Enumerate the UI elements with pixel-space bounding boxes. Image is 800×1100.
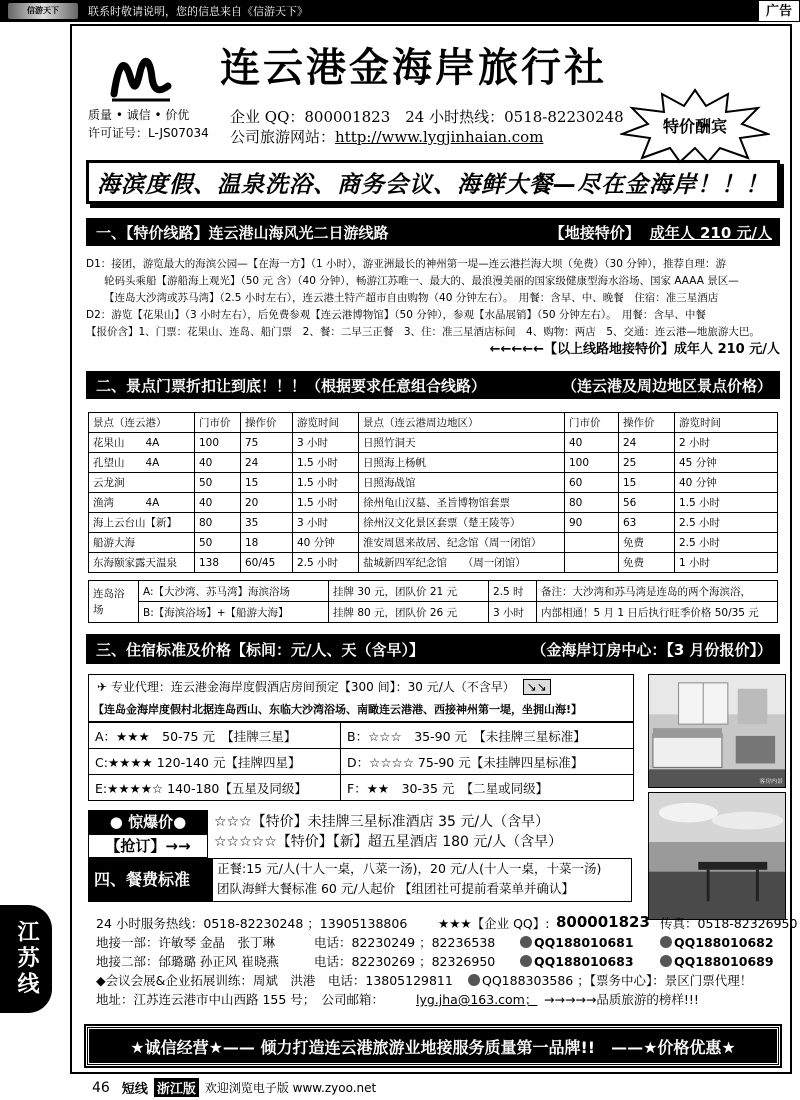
section3-title: 三、住宿标准及价格【标间：元/人、天（含早）】 <box>96 640 424 659</box>
island-price: 挂牌 80 元，团队价 26 元 <box>329 602 489 623</box>
meeting-contact: ◆会议会展&企业拓展训练：周斌 洪港 电话：13805129811 <box>96 973 453 988</box>
slogan-banner: 海滨度假、温泉洗浴、商务会议、海鲜大餐—尽在金海岸！！！ <box>86 160 780 204</box>
island-option: A:【大沙湾、苏马湾】海滨浴场 <box>139 581 329 602</box>
table-cell <box>565 553 619 573</box>
table-cell: 徐州汉文化景区套票（楚王陵等） <box>359 513 565 533</box>
col-header: 景点（连云港） <box>89 413 195 433</box>
dept1-qq2: QQ188010682 <box>660 933 774 952</box>
hotel-cell: C:★★★★ 120-140 元【挂牌四星】 <box>89 749 341 775</box>
email-link[interactable]: lyg.jha@163.com； <box>416 992 538 1007</box>
meal-standard-box <box>212 858 632 902</box>
table-cell: 40 <box>195 453 241 473</box>
island-option: B:【海滨浴场】+【船游大海】 <box>139 602 329 623</box>
col-header: 操作价 <box>619 413 675 433</box>
table-row <box>89 581 778 602</box>
col-header: 门市价 <box>565 413 619 433</box>
qq-icon <box>520 955 532 967</box>
table-cell: 2 小时 <box>675 433 778 453</box>
agency-logo-icon <box>106 46 176 106</box>
website-line <box>230 126 543 147</box>
table-cell: 90 <box>565 513 619 533</box>
dept2-qq2: QQ188010689 <box>660 952 774 971</box>
day2-line: D2：游览【花果山】（3 小时左右），后免费参观【连云港博物馆】（50 分钟），参观【水晶展销】（50 分钟左右）。 用餐：含早、中餐 <box>86 309 706 321</box>
section3-bar <box>86 634 780 664</box>
section1-title: 一、【特价线路】连云港山海风光二日游线路 <box>96 223 389 242</box>
page-number: 46 <box>92 1079 110 1096</box>
table-row <box>89 533 778 553</box>
table-cell: 60/45 <box>241 553 293 573</box>
col-header: 门市价 <box>195 413 241 433</box>
hotel-cell: D：☆☆☆☆ 75-90 元【未挂牌四星标准】 <box>341 749 634 775</box>
dept1-phone: 电话：82230249 ；82236538 <box>314 935 496 950</box>
table-row <box>89 602 778 623</box>
contact-row <box>88 990 782 1009</box>
hotel-cell: B：☆☆☆ 35-90 元 【未挂牌三星标准】 <box>341 723 634 749</box>
col-header: 游览时间 <box>675 413 778 433</box>
table-header-row <box>89 413 778 433</box>
contact-row <box>88 952 782 971</box>
table-cell: 45 分钟 <box>675 453 778 473</box>
table-row <box>89 513 778 533</box>
hotel-cell: A：★★★ 50-75 元 【挂牌三星】 <box>89 723 341 749</box>
qq-icon <box>520 936 532 948</box>
section1-price: 成年人 210 元/人 <box>649 223 772 242</box>
table-cell: 2.5 小时 <box>675 513 778 533</box>
contact-row <box>88 933 782 952</box>
fax: 传真：0518-82326950 <box>660 916 798 931</box>
burst-text: 特价酬宾 <box>662 117 727 136</box>
section2-bar <box>86 371 780 399</box>
table-cell: 50 <box>195 533 241 553</box>
col-header: 游览时间 <box>293 413 359 433</box>
section3-right: （金海岸订房中心：【3 月份报价】） <box>531 640 772 659</box>
surprise-offer: ☆☆☆☆☆【特价】【新】超五星酒店 180 元/人（含早） <box>214 834 563 850</box>
table-cell: 云龙涧 <box>89 473 195 493</box>
day1-line: D1：接团，游览最大的海滨公园—【在海一方】（1 小时），游亚洲最长的神州第一堤—连云港拦海大坝（免费）（30 分钟），推荐自理：游 <box>86 258 726 270</box>
section-label: 短线 <box>121 1082 148 1097</box>
table-cell: 淮安周恩来故居、纪念馆（周一闭馆） <box>359 533 565 553</box>
table-cell: 徐州龟山汉墓、圣旨博物馆套票 <box>359 493 565 513</box>
table-cell: 80 <box>195 513 241 533</box>
island-price: 挂牌 30 元，团队价 21 元 <box>329 581 489 602</box>
table-cell: 35 <box>241 513 293 533</box>
ad-label: 广告 <box>758 0 800 22</box>
table-cell: 东海颐家露天温泉 <box>89 553 195 573</box>
table-cell: 24 <box>619 433 675 453</box>
table-cell: 免费 <box>619 553 675 573</box>
table-cell: 1.5 小时 <box>293 453 359 473</box>
qq-icon <box>660 936 672 948</box>
page-footer <box>92 1078 376 1097</box>
table-cell: 80 <box>565 493 619 513</box>
publication-logo: 信游天下 <box>8 3 78 19</box>
enterprise-qq-label: ★★★【企业 QQ】: <box>438 916 550 931</box>
table-cell: 56 <box>619 493 675 513</box>
island-beach-table <box>88 580 778 623</box>
edition-label: 浙江版 <box>154 1078 199 1097</box>
section1-price-tag: 【地接特价】 <box>549 223 640 242</box>
hotel-room-photo <box>648 674 786 788</box>
section2-right: （连云港及周边地区景点价格） <box>561 376 772 395</box>
grab-booking-tag: 【抢订】→→ <box>88 834 208 858</box>
table-row <box>89 433 778 453</box>
col-header: 景点（连云港周边地区） <box>359 413 565 433</box>
hotel-cell: F：★★ 30-35 元 【二星或同级】 <box>341 775 634 801</box>
agent-line <box>97 678 551 695</box>
section1-bar <box>86 218 780 246</box>
table-cell: 海上云台山【新】 <box>89 513 195 533</box>
table-cell: 孔望山 4A <box>89 453 195 473</box>
table-cell: 100 <box>195 433 241 453</box>
jiangsu-line-badge: 江苏线 <box>0 905 52 1013</box>
table-cell: 日照海战馆 <box>359 473 565 493</box>
seaside-photo <box>648 792 786 920</box>
table-cell: 40 分钟 <box>675 473 778 493</box>
day1-line: 【连岛大沙湾或苏马湾】（2.5 小时左右），连云港土特产超市自由购物（40 分钟左右）。 用餐：含早、中、晚餐 住宿：准三星酒店 <box>104 292 719 304</box>
license-number: 许可证号：L-JS07034 <box>88 126 209 140</box>
table-row <box>89 473 778 493</box>
table-cell: 138 <box>195 553 241 573</box>
table-cell: 25 <box>619 453 675 473</box>
table-cell: 3 小时 <box>293 513 359 533</box>
table-cell: 花果山 4A <box>89 433 195 453</box>
top-bar <box>0 0 800 22</box>
contact-row <box>88 913 798 933</box>
island-note: 内部相通！5 月 1 日后执行旺季价格 50/35 元 <box>537 602 778 623</box>
arrow-icon: ↘↘ <box>523 679 551 695</box>
table-cell: 15 <box>241 473 293 493</box>
dept1-qq1: QQ188010681 <box>520 933 634 952</box>
surprise-offer: ☆☆☆【特价】未挂牌三星标准酒店 35 元/人（含早） <box>214 814 550 830</box>
table-cell: 40 <box>195 493 241 513</box>
table-cell: 日照海上杨帆 <box>359 453 565 473</box>
table-row <box>89 749 634 775</box>
table-row <box>89 775 634 801</box>
address: 地址：江苏连云港市中山西路 155 号； 公司邮箱： <box>96 992 385 1007</box>
itinerary-text <box>86 256 780 358</box>
meal-line: 正餐:15 元/人(十人一桌，八菜一汤)，20 元/人(十人一桌，十菜一汤) <box>217 861 602 876</box>
table-cell: 50 <box>195 473 241 493</box>
table-cell: 60 <box>565 473 619 493</box>
website-link[interactable]: http://www.lygjinhaian.com <box>335 128 544 146</box>
ticket-price-table <box>88 412 778 573</box>
table-cell: 63 <box>619 513 675 533</box>
enterprise-qq: 800001823 <box>556 913 650 931</box>
table-cell: 船游大海 <box>89 533 195 553</box>
agent-text: 专业代理：连云港金海岸度假酒店房间预定【300 间】：30 元/人（不含早） <box>110 680 515 694</box>
dept2-phone: 电话：82230269 ；82326950 <box>314 954 496 969</box>
table-cell: 日照竹洞天 <box>359 433 565 453</box>
site-link[interactable]: 欢迎浏览电子版 www.zyoo.net <box>204 1081 377 1095</box>
day1-line: 轮码头乘船【游船海上观光】（50 元 含）（40 分钟），畅游江苏唯一、最大的、最浪漫美丽的国家级健康型海水浴场、国家 AAAA 景区— <box>104 275 739 287</box>
special-offer-burst <box>620 88 770 164</box>
qq-icon <box>660 955 672 967</box>
table-row <box>89 493 778 513</box>
dept2-staff: 地接二部：邰璐璐 孙正风 崔晓燕 <box>96 954 279 969</box>
contact-block <box>88 913 798 1009</box>
dept2-qq1: QQ188010683 <box>520 952 634 971</box>
dept1-staff: 地接一部：许敏琴 金晶 张丁琳 <box>96 935 275 950</box>
bottom-banner: ★诚信经营★—— 倾力打造连云港旅游业地接服务质量第一品牌!! ——★价格优惠★ <box>86 1026 780 1066</box>
table-cell: 20 <box>241 493 293 513</box>
surprise-offers <box>214 812 562 852</box>
qq-icon <box>468 974 480 986</box>
agency-name: 连云港金海岸旅行社 <box>220 44 607 91</box>
hotline: 24 小时服务热线：0518-82230248 ；13905138806 <box>96 916 408 931</box>
island-time: 3 小时 <box>489 602 537 623</box>
meal-line: 团队海鲜大餐标准 60 元/人起价 【组团社可提前看菜单并确认】 <box>217 881 575 896</box>
section2-title: 二、景点门票折扣让到底！！！（根据要求任意组合线路） <box>96 376 487 395</box>
table-cell: 75 <box>241 433 293 453</box>
source-notice: 联系时敬请说明，您的信息来自《信游天下》 <box>88 5 308 18</box>
surprise-price-tag: ● 惊爆价● <box>88 810 208 834</box>
table-cell: 3 小时 <box>293 433 359 453</box>
photo-caption: 客房内景 <box>759 779 783 786</box>
col-header: 操作价 <box>241 413 293 433</box>
table-cell: 1 小时 <box>675 553 778 573</box>
agent-location: 【连岛金海岸度假村北据连岛西山、东临大沙湾浴场、南瞰连云港港、西接神州第一堤，坐拥山海!】 <box>93 703 583 716</box>
agent-box <box>88 674 634 722</box>
ticket-center: QQ188303586 ；【票务中心】：景区门票代理！ <box>468 971 752 990</box>
website-label: 公司旅游网站： <box>230 128 336 146</box>
table-cell: 2.5 小时 <box>293 553 359 573</box>
table-cell: 1.5 小时 <box>675 493 778 513</box>
island-note: 备注：大沙湾和苏马湾是连岛的两个海滨浴， <box>537 581 778 602</box>
plane-icon: ✈ <box>97 680 108 694</box>
quality-slogan: →→→→→品质旅游的榜样!!! <box>544 992 699 1007</box>
table-cell <box>565 533 619 553</box>
table-cell: 15 <box>619 473 675 493</box>
table-cell: 免费 <box>619 533 675 553</box>
table-cell: 24 <box>241 453 293 473</box>
hotel-cell: E:★★★★☆ 140-180【五星及同级】 <box>89 775 341 801</box>
advert-frame <box>70 24 798 1074</box>
island-time: 2.5 时 <box>489 581 537 602</box>
contact-row <box>88 971 782 990</box>
table-row <box>89 453 778 473</box>
table-cell: 2.5 小时 <box>675 533 778 553</box>
table-cell: 40 分钟 <box>293 533 359 553</box>
table-cell: 100 <box>565 453 619 473</box>
table-cell: 18 <box>241 533 293 553</box>
table-cell: 渔湾 4A <box>89 493 195 513</box>
price-includes: 【报价含】1、门票：花果山、连岛、船门票 2、餐：二早三正餐 3、住：准三星酒店标间 4、购物：两店 5、交通：连云港—地旅游大巴。 <box>86 326 760 338</box>
table-cell: 盐城新四军纪念馆 （周一闭馆） <box>359 553 565 573</box>
table-cell: 1.5 小时 <box>293 473 359 493</box>
table-cell: 1.5 小时 <box>293 493 359 513</box>
qq-hotline: 企业 QQ：800001823 24 小时热线：0518-82230248 <box>230 108 624 126</box>
itinerary-price-tail: ←←←←←【以上线路地接特价】成年人 210 元/人 <box>489 342 780 357</box>
table-row <box>89 553 778 573</box>
table-row <box>89 723 634 749</box>
hotel-price-table <box>88 722 634 801</box>
meal-standard-tag: 四、餐费标准 <box>88 858 212 902</box>
motto: 质量 • 诚信 • 价优 <box>88 108 190 122</box>
island-label: 连岛浴场 <box>89 581 139 623</box>
table-cell: 40 <box>565 433 619 453</box>
